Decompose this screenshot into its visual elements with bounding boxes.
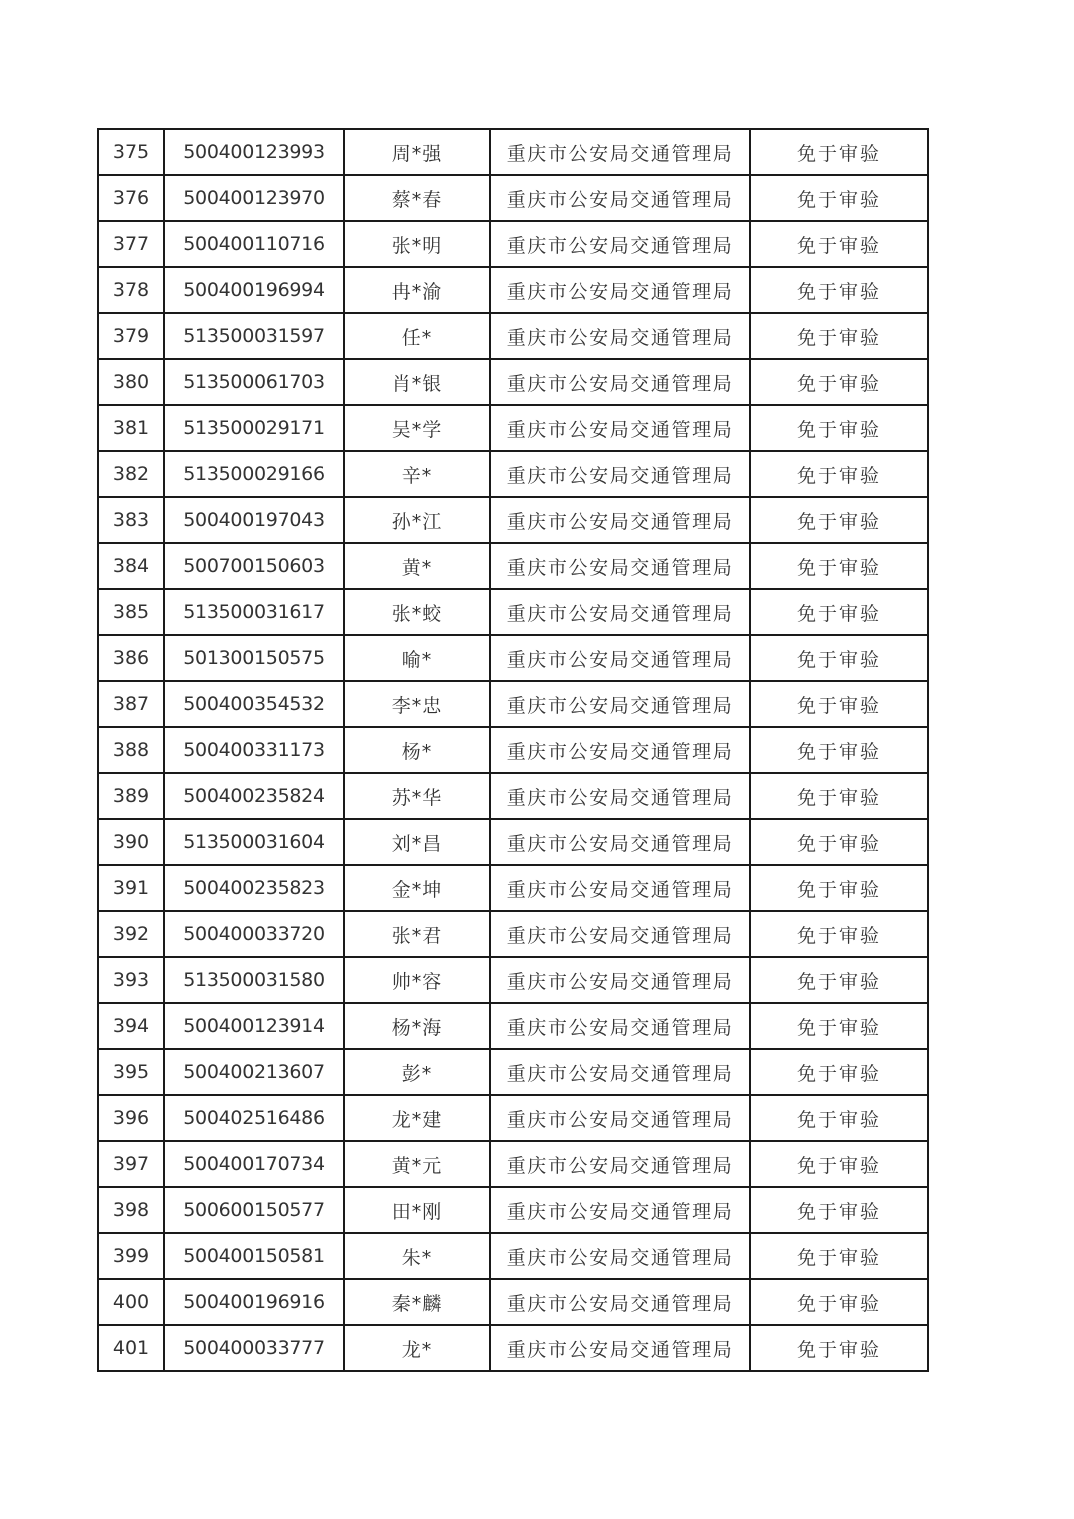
person-name-cell: 孙*江 xyxy=(344,497,490,543)
record-id-cell: 500400235824 xyxy=(164,773,344,819)
sequence-number-cell: 395 xyxy=(98,1049,164,1095)
issuing-authority-cell: 重庆市公安局交通管理局 xyxy=(490,727,750,773)
person-name-cell: 帅*容 xyxy=(344,957,490,1003)
review-result-cell: 免于审验 xyxy=(750,451,928,497)
record-id-cell: 513500029171 xyxy=(164,405,344,451)
record-id-cell: 500400123993 xyxy=(164,129,344,175)
record-id-cell: 500400235823 xyxy=(164,865,344,911)
review-result-cell: 免于审验 xyxy=(750,1279,928,1325)
review-result-cell: 免于审验 xyxy=(750,1233,928,1279)
sequence-number-cell: 386 xyxy=(98,635,164,681)
sequence-number-cell: 380 xyxy=(98,359,164,405)
sequence-number-cell: 390 xyxy=(98,819,164,865)
person-name-cell: 冉*渝 xyxy=(344,267,490,313)
review-result-cell: 免于审验 xyxy=(750,221,928,267)
issuing-authority-cell: 重庆市公安局交通管理局 xyxy=(490,129,750,175)
issuing-authority-cell: 重庆市公安局交通管理局 xyxy=(490,773,750,819)
issuing-authority-cell: 重庆市公安局交通管理局 xyxy=(490,1095,750,1141)
review-result-cell: 免于审验 xyxy=(750,1141,928,1187)
record-id-cell: 513500031617 xyxy=(164,589,344,635)
issuing-authority-cell: 重庆市公安局交通管理局 xyxy=(490,911,750,957)
review-result-cell: 免于审验 xyxy=(750,1095,928,1141)
person-name-cell: 张*君 xyxy=(344,911,490,957)
table-row xyxy=(98,957,928,1003)
sequence-number-cell: 399 xyxy=(98,1233,164,1279)
issuing-authority-cell: 重庆市公安局交通管理局 xyxy=(490,589,750,635)
person-name-cell: 龙*建 xyxy=(344,1095,490,1141)
sequence-number-cell: 377 xyxy=(98,221,164,267)
issuing-authority-cell: 重庆市公安局交通管理局 xyxy=(490,681,750,727)
person-name-cell: 吴*学 xyxy=(344,405,490,451)
review-result-cell: 免于审验 xyxy=(750,865,928,911)
issuing-authority-cell: 重庆市公安局交通管理局 xyxy=(490,819,750,865)
review-result-cell: 免于审验 xyxy=(750,911,928,957)
review-result-cell: 免于审验 xyxy=(750,819,928,865)
record-id-cell: 500400150581 xyxy=(164,1233,344,1279)
table-row xyxy=(98,175,928,221)
review-result-cell: 免于审验 xyxy=(750,1049,928,1095)
issuing-authority-cell: 重庆市公安局交通管理局 xyxy=(490,1141,750,1187)
review-result-cell: 免于审验 xyxy=(750,1003,928,1049)
table-row xyxy=(98,221,928,267)
issuing-authority-cell: 重庆市公安局交通管理局 xyxy=(490,1325,750,1371)
person-name-cell: 刘*昌 xyxy=(344,819,490,865)
record-id-cell: 500400033720 xyxy=(164,911,344,957)
review-result-cell: 免于审验 xyxy=(750,635,928,681)
records-table xyxy=(97,128,929,1372)
review-result-cell: 免于审验 xyxy=(750,773,928,819)
issuing-authority-cell: 重庆市公安局交通管理局 xyxy=(490,1049,750,1095)
table-row xyxy=(98,1141,928,1187)
table-row xyxy=(98,405,928,451)
review-result-cell: 免于审验 xyxy=(750,1187,928,1233)
person-name-cell: 秦*麟 xyxy=(344,1279,490,1325)
review-result-cell: 免于审验 xyxy=(750,405,928,451)
record-id-cell: 501300150575 xyxy=(164,635,344,681)
table-row xyxy=(98,1003,928,1049)
review-result-cell: 免于审验 xyxy=(750,543,928,589)
issuing-authority-cell: 重庆市公安局交通管理局 xyxy=(490,1003,750,1049)
sequence-number-cell: 398 xyxy=(98,1187,164,1233)
person-name-cell: 田*刚 xyxy=(344,1187,490,1233)
issuing-authority-cell: 重庆市公安局交通管理局 xyxy=(490,865,750,911)
issuing-authority-cell: 重庆市公安局交通管理局 xyxy=(490,635,750,681)
record-id-cell: 513500031580 xyxy=(164,957,344,1003)
record-id-cell: 500400354532 xyxy=(164,681,344,727)
table-row xyxy=(98,589,928,635)
sequence-number-cell: 391 xyxy=(98,865,164,911)
review-result-cell: 免于审验 xyxy=(750,497,928,543)
person-name-cell: 彭* xyxy=(344,1049,490,1095)
person-name-cell: 周*强 xyxy=(344,129,490,175)
sequence-number-cell: 376 xyxy=(98,175,164,221)
sequence-number-cell: 382 xyxy=(98,451,164,497)
record-id-cell: 513500031604 xyxy=(164,819,344,865)
review-result-cell: 免于审验 xyxy=(750,681,928,727)
issuing-authority-cell: 重庆市公安局交通管理局 xyxy=(490,175,750,221)
table-row xyxy=(98,1049,928,1095)
sequence-number-cell: 389 xyxy=(98,773,164,819)
review-result-cell: 免于审验 xyxy=(750,175,928,221)
record-id-cell: 513500029166 xyxy=(164,451,344,497)
review-result-cell: 免于审验 xyxy=(750,129,928,175)
issuing-authority-cell: 重庆市公安局交通管理局 xyxy=(490,1233,750,1279)
table-row xyxy=(98,911,928,957)
person-name-cell: 苏*华 xyxy=(344,773,490,819)
sequence-number-cell: 387 xyxy=(98,681,164,727)
table-row xyxy=(98,681,928,727)
sequence-number-cell: 394 xyxy=(98,1003,164,1049)
record-id-cell: 513500061703 xyxy=(164,359,344,405)
sequence-number-cell: 385 xyxy=(98,589,164,635)
record-id-cell: 500400213607 xyxy=(164,1049,344,1095)
person-name-cell: 辛* xyxy=(344,451,490,497)
sequence-number-cell: 378 xyxy=(98,267,164,313)
person-name-cell: 朱* xyxy=(344,1233,490,1279)
issuing-authority-cell: 重庆市公安局交通管理局 xyxy=(490,405,750,451)
table-row xyxy=(98,543,928,589)
record-id-cell: 500400110716 xyxy=(164,221,344,267)
issuing-authority-cell: 重庆市公安局交通管理局 xyxy=(490,313,750,359)
person-name-cell: 黄*元 xyxy=(344,1141,490,1187)
person-name-cell: 李*忠 xyxy=(344,681,490,727)
issuing-authority-cell: 重庆市公安局交通管理局 xyxy=(490,267,750,313)
record-id-cell: 500700150603 xyxy=(164,543,344,589)
review-result-cell: 免于审验 xyxy=(750,957,928,1003)
review-result-cell: 免于审验 xyxy=(750,267,928,313)
review-result-cell: 免于审验 xyxy=(750,727,928,773)
table-row xyxy=(98,727,928,773)
table-row xyxy=(98,1187,928,1233)
record-id-cell: 500400196916 xyxy=(164,1279,344,1325)
review-result-cell: 免于审验 xyxy=(750,589,928,635)
person-name-cell: 蔡*春 xyxy=(344,175,490,221)
table-row xyxy=(98,451,928,497)
table-row xyxy=(98,267,928,313)
sequence-number-cell: 401 xyxy=(98,1325,164,1371)
review-result-cell: 免于审验 xyxy=(750,1325,928,1371)
record-id-cell: 500400170734 xyxy=(164,1141,344,1187)
person-name-cell: 张*明 xyxy=(344,221,490,267)
table-row xyxy=(98,1325,928,1371)
review-result-cell: 免于审验 xyxy=(750,313,928,359)
sequence-number-cell: 400 xyxy=(98,1279,164,1325)
issuing-authority-cell: 重庆市公安局交通管理局 xyxy=(490,957,750,1003)
record-id-cell: 500400033777 xyxy=(164,1325,344,1371)
review-result-cell: 免于审验 xyxy=(750,359,928,405)
issuing-authority-cell: 重庆市公安局交通管理局 xyxy=(490,1279,750,1325)
sequence-number-cell: 383 xyxy=(98,497,164,543)
table-row xyxy=(98,1233,928,1279)
person-name-cell: 杨*海 xyxy=(344,1003,490,1049)
issuing-authority-cell: 重庆市公安局交通管理局 xyxy=(490,221,750,267)
person-name-cell: 杨* xyxy=(344,727,490,773)
issuing-authority-cell: 重庆市公安局交通管理局 xyxy=(490,497,750,543)
person-name-cell: 金*坤 xyxy=(344,865,490,911)
person-name-cell: 黄* xyxy=(344,543,490,589)
sequence-number-cell: 384 xyxy=(98,543,164,589)
table-row xyxy=(98,497,928,543)
sequence-number-cell: 379 xyxy=(98,313,164,359)
table-row xyxy=(98,865,928,911)
record-id-cell: 500402516486 xyxy=(164,1095,344,1141)
issuing-authority-cell: 重庆市公安局交通管理局 xyxy=(490,543,750,589)
record-id-cell: 500600150577 xyxy=(164,1187,344,1233)
person-name-cell: 肖*银 xyxy=(344,359,490,405)
records-table-body xyxy=(98,129,928,1371)
table-row xyxy=(98,359,928,405)
table-row xyxy=(98,313,928,359)
record-id-cell: 500400197043 xyxy=(164,497,344,543)
sequence-number-cell: 381 xyxy=(98,405,164,451)
sequence-number-cell: 392 xyxy=(98,911,164,957)
person-name-cell: 喻* xyxy=(344,635,490,681)
person-name-cell: 张*蛟 xyxy=(344,589,490,635)
record-id-cell: 500400331173 xyxy=(164,727,344,773)
issuing-authority-cell: 重庆市公安局交通管理局 xyxy=(490,359,750,405)
table-row xyxy=(98,1279,928,1325)
record-id-cell: 500400196994 xyxy=(164,267,344,313)
table-row xyxy=(98,129,928,175)
person-name-cell: 龙* xyxy=(344,1325,490,1371)
sequence-number-cell: 396 xyxy=(98,1095,164,1141)
record-id-cell: 500400123970 xyxy=(164,175,344,221)
record-id-cell: 500400123914 xyxy=(164,1003,344,1049)
person-name-cell: 任* xyxy=(344,313,490,359)
issuing-authority-cell: 重庆市公安局交通管理局 xyxy=(490,451,750,497)
issuing-authority-cell: 重庆市公安局交通管理局 xyxy=(490,1187,750,1233)
record-id-cell: 513500031597 xyxy=(164,313,344,359)
sequence-number-cell: 397 xyxy=(98,1141,164,1187)
table-row xyxy=(98,635,928,681)
table-row xyxy=(98,773,928,819)
table-row xyxy=(98,1095,928,1141)
sequence-number-cell: 375 xyxy=(98,129,164,175)
table-row xyxy=(98,819,928,865)
sequence-number-cell: 393 xyxy=(98,957,164,1003)
sequence-number-cell: 388 xyxy=(98,727,164,773)
